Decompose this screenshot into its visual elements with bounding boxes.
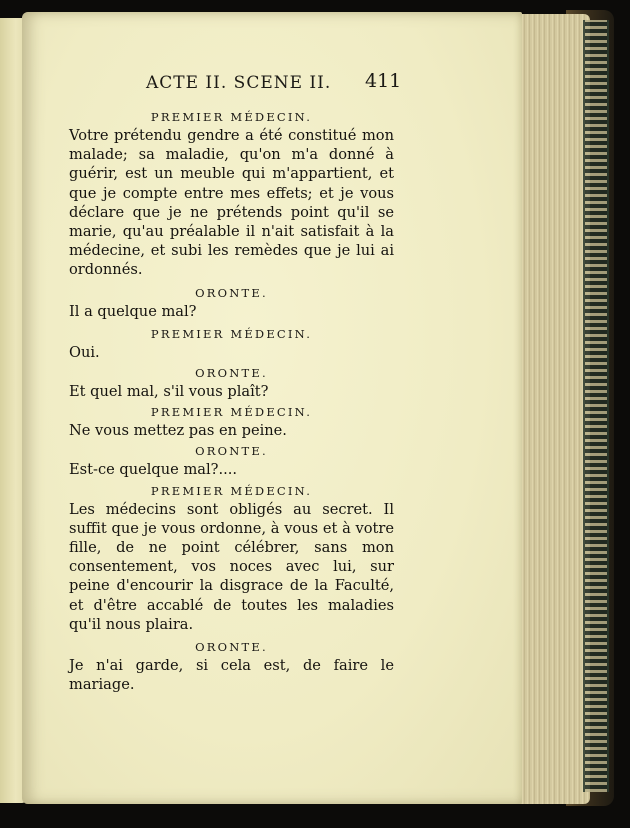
speech-text: Il a quelque mal? <box>69 302 197 320</box>
speaker-label: PREMIER MÉDECIN. <box>150 405 313 420</box>
speech-text: Oui. <box>69 343 100 361</box>
speaker-label: PREMIER MÉDECIN. <box>150 110 313 124</box>
dialogue-text <box>69 108 394 698</box>
speaker-label: ORONTE. <box>195 640 268 655</box>
speaker-label: PREMIER MÉDECIN. <box>150 326 313 341</box>
running-head: ACTE II. SCENE II. <box>146 73 332 93</box>
speech-text: Ne vous mettez pas en peine. <box>69 422 287 440</box>
speech-text: Je n'ai garde, si cela est, de faire le mariage. <box>69 657 394 694</box>
page-number: 411 <box>365 70 402 92</box>
decorative-border <box>583 20 609 792</box>
speech-text: Les médecins sont obligés au secret. Il suffit que je vous ordonne, à vous et à votre fille, de ne point célébrer, sans mon consentement, vos noces avec lui, sur peine d'encourir la disgrace de la Faculté, et d'être accablé de toutes les maladies qu'il nous plaira. <box>69 500 394 633</box>
speaker-label: ORONTE. <box>195 444 268 459</box>
speech-text: Votre prétendu gendre a été constitué mon malade; sa maladie, qu'on m'a donné à guérir, est un meuble qui m'appartient, et que je compte entre mes effets; et je vous déclare que je ne prétends point qu'il se marie, qu'au préalable il n'ait satisfait à la médecine, et subi les remèdes que je lui ai ordonnés. <box>69 127 394 279</box>
speech-text: Est-ce quelque mal?.... <box>69 461 238 479</box>
speaker-label: ORONTE. <box>195 285 268 300</box>
speech-text: Et quel mal, s'il vous plaît? <box>69 383 269 401</box>
speaker-label: ORONTE. <box>195 366 268 381</box>
speaker-label: PREMIER MÉDECIN. <box>150 483 313 498</box>
